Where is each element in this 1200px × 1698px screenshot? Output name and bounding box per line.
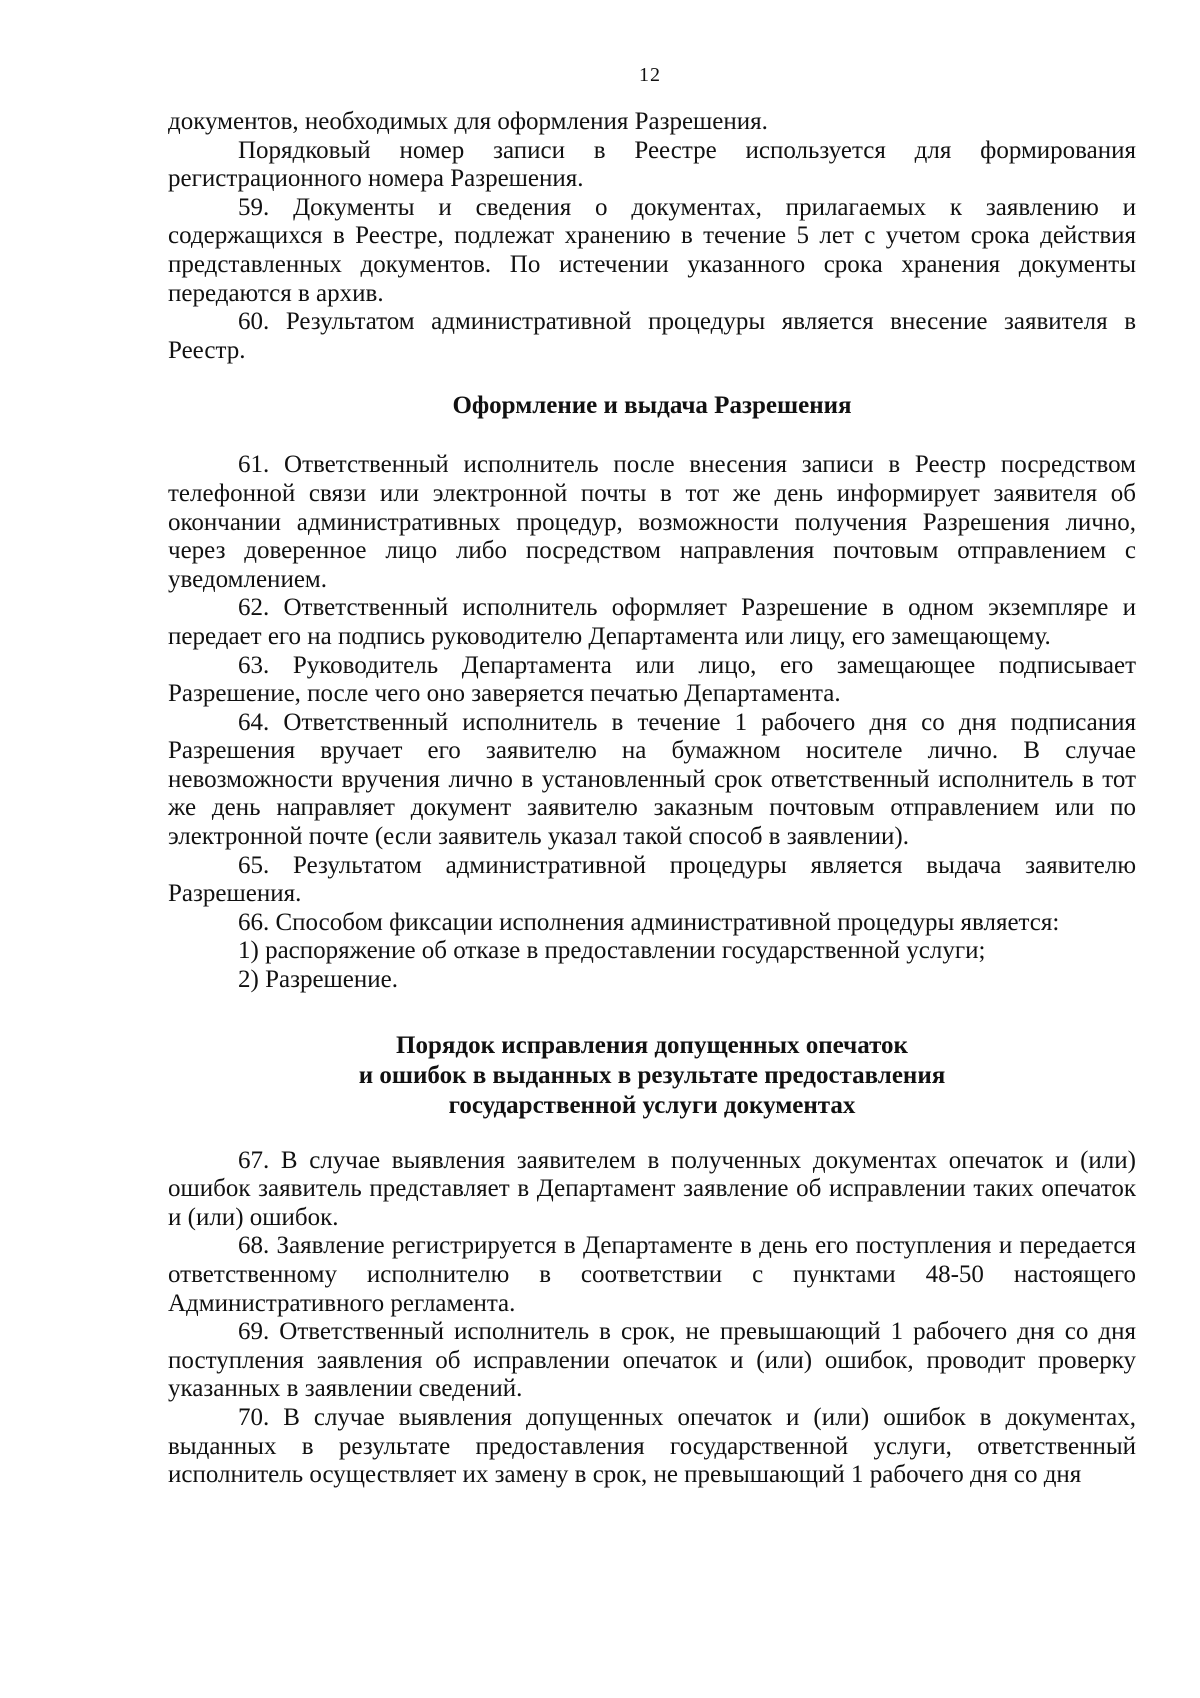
paragraph-65: 65. Результатом административной процедуры является выдача заявителю Разрешения.: [168, 851, 1136, 908]
paragraph-60: 60. Результатом административной процедуры является внесение заявителя в Реестр.: [168, 308, 1136, 364]
paragraph-59: 59. Документы и сведения о документах, прилагаемых к заявлению и содержащихся в Реестре, подлежат хранению в течение 5 лет с учетом срока действия представленных документов. По истечении указанного срока хранения документы передаются в архив.: [168, 193, 1136, 307]
paragraph-70: 70. В случае выявления допущенных опечаток и (или) ошибок в документах, выданных в результате предоставления государственной услуги, ответственный исполнитель осуществляет их замену в срок, не превышающий 1 рабочего дня со дня: [168, 1403, 1136, 1489]
section-heading-errors-line-1: Порядок исправления допущенных опечаток: [396, 1031, 908, 1059]
paragraph-continuation: документов, необходимых для оформления Разрешения.: [168, 108, 768, 135]
paragraph-61: 61. Ответственный исполнитель после внесения записи в Реестр посредством телефонной связи или электронной почты в тот же день информирует заявителя об окончании административных процедур, возможности получения Разрешения лично, через доверенное лицо либо посредством направления почтовым отправлением с уведомлением.: [168, 451, 1136, 593]
paragraph-62: 62. Ответственный исполнитель оформляет Разрешение в одном экземпляре и передает его на подпись руководителю Департамента или лицу, его замещающему.: [168, 594, 1136, 650]
paragraph-67: 67. В случае выявления заявителем в полученных документах опечаток и (или) ошибок заявитель представляет в Департамент заявление об исправлении таких опечаток и (или) ошибок.: [168, 1146, 1136, 1231]
paragraph-registry-number: Порядковый номер записи в Реестре используется для формирования регистрационного номера Разрешения.: [168, 136, 1136, 193]
paragraph-63: 63. Руководитель Департамента или лицо, его замещающее подписывает Разрешение, после чего оно заверяется печатью Департамента.: [168, 651, 1136, 708]
paragraph-68: 68. Заявление регистрируется в Департаменте в день его поступления и передается ответственному исполнителю в соответствии с пунктами 48-50 настоящего Административного регламента.: [168, 1232, 1136, 1317]
list-item-1: 1) распоряжение об отказе в предоставлении государственной услуги;: [238, 937, 986, 965]
section-heading-errors-line-2: и ошибок в выданных в результате предоставления: [358, 1061, 946, 1089]
list-item-2: 2) Разрешение.: [238, 966, 398, 994]
paragraph-64: 64. Ответственный исполнитель в течение 1 рабочего дня со дня подписания Разрешения вручает его заявителю на бумажном носителе лично. В случае невозможности вручения лично в установленный срок ответственный исполнитель в тот же день направляет документ заявителю заказным почтовым отправлением или по электронной почте (если заявитель указал такой способ в заявлении).: [168, 708, 1136, 851]
paragraph-69: 69. Ответственный исполнитель в срок, не превышающий 1 рабочего дня со дня поступления заявления об исправлении опечаток и (или) ошибок, проводит проверку указанных в заявлении сведений.: [168, 1318, 1136, 1403]
page-number: 12: [639, 64, 661, 86]
section-heading-errors-line-3: государственной услуги документах: [448, 1091, 856, 1119]
document-body: [168, 108, 1136, 1490]
section-heading-errors: [168, 1031, 1136, 1121]
paragraph-66: 66. Способом фиксации исполнения административной процедуры является:: [238, 908, 1060, 936]
section-heading-issue: Оформление и выдача Разрешения: [452, 392, 852, 420]
